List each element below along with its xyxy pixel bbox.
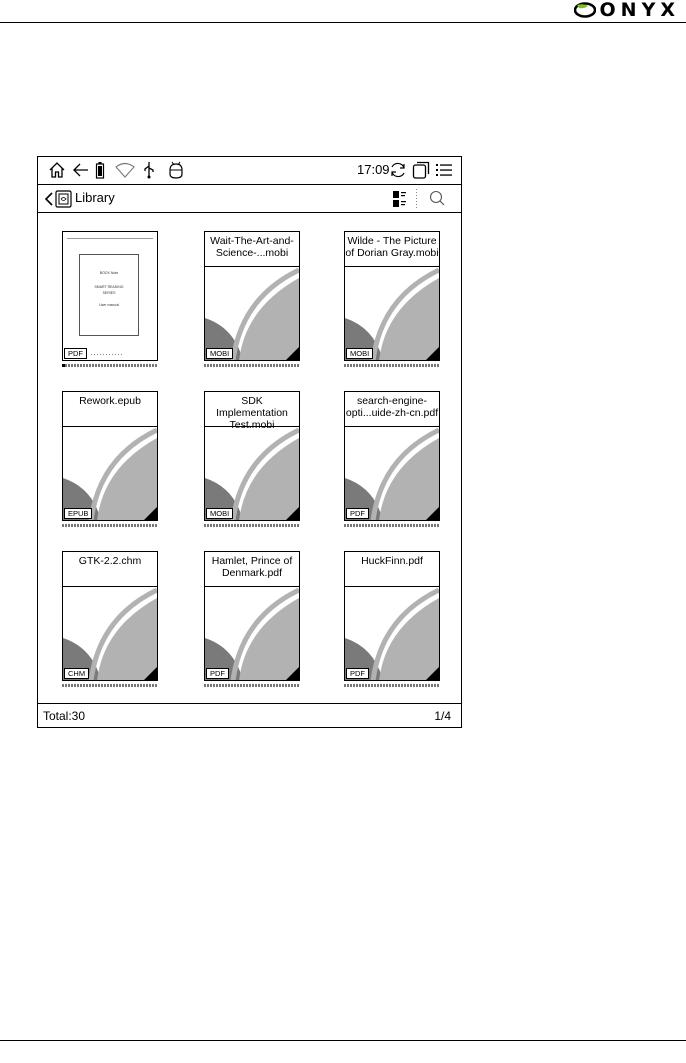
manual-cover-line: SERIES (102, 291, 116, 295)
toolbar-divider (416, 189, 417, 209)
back-arrow-icon[interactable] (72, 161, 90, 179)
book-cover[interactable] (204, 231, 300, 361)
android-debug-icon (168, 161, 184, 179)
total-count: Total:30 (43, 709, 86, 723)
back-chevron-icon[interactable] (44, 191, 54, 207)
format-badge: PDF (206, 668, 229, 679)
home-icon[interactable] (48, 161, 66, 179)
refresh-icon[interactable] (389, 161, 407, 179)
device-screen (37, 156, 462, 728)
book-cover[interactable] (344, 231, 440, 361)
book-cover[interactable] (344, 551, 440, 681)
format-badge: CHM (64, 668, 89, 679)
format-badge: PDF (346, 668, 369, 679)
format-badge: MOBI (206, 348, 233, 359)
book-title: Wait-The-Art-and-Science-...mobi (205, 232, 299, 267)
menu-list-icon[interactable] (435, 161, 453, 179)
manual-cover-line: SMART READING (94, 285, 124, 289)
format-badge: EPUB (64, 508, 92, 519)
manual-cover-line: BOOX Note (99, 271, 119, 275)
format-badge: PDF (346, 508, 369, 519)
format-badge: PDF (64, 348, 87, 359)
reading-progress (204, 524, 300, 527)
reading-progress (344, 364, 440, 367)
book-cover[interactable] (62, 391, 158, 521)
library-icon (55, 190, 72, 208)
book-cover[interactable] (344, 391, 440, 521)
page-indicator[interactable]: 1/4 (434, 709, 451, 723)
book-grid (38, 214, 461, 704)
book-title: Rework.epub (63, 392, 157, 427)
header-rule (0, 22, 686, 23)
cover-footer-dots (91, 354, 123, 355)
library-title-bar (38, 185, 461, 213)
reading-progress (344, 684, 440, 687)
search-icon[interactable] (429, 190, 445, 207)
reading-progress (344, 524, 440, 527)
book-title: Hamlet, Prince of Denmark.pdf (205, 552, 299, 587)
book-cover[interactable] (204, 391, 300, 521)
reading-progress (62, 364, 158, 367)
page-title: Library (75, 190, 115, 205)
leaf-icon (574, 2, 596, 18)
manual-cover-line: User manual (99, 303, 119, 307)
reading-progress (62, 684, 158, 687)
format-badge: MOBI (346, 348, 373, 359)
book-cover[interactable] (62, 231, 158, 361)
book-title: GTK-2.2.chm (63, 552, 157, 587)
usb-icon (142, 161, 156, 179)
wifi-icon (115, 161, 135, 179)
brand-name: ONYX (599, 0, 680, 21)
book-title: search-engine-opti...uide-zh-cn.pdf (345, 392, 439, 427)
book-title: Wilde - The Picture of Dorian Gray.mobi (345, 232, 439, 267)
reading-progress (204, 364, 300, 367)
library-footer (38, 703, 461, 728)
status-time: 17:09 (357, 162, 390, 177)
progress-marker (62, 364, 65, 367)
onyx-logo (574, 0, 680, 20)
book-cover[interactable] (62, 551, 158, 681)
book-cover[interactable] (204, 551, 300, 681)
battery-icon (95, 161, 105, 179)
footer-rule (0, 1040, 686, 1041)
book-title: HuckFinn.pdf (345, 552, 439, 587)
manual-cover-page (79, 254, 139, 336)
reading-progress (204, 684, 300, 687)
view-mode-icon[interactable] (393, 190, 407, 208)
cover-rule (67, 238, 153, 239)
reading-progress (62, 524, 158, 527)
screen-switch-icon[interactable] (412, 161, 430, 179)
status-bar (38, 157, 461, 185)
format-badge: MOBI (206, 508, 233, 519)
book-title: SDK Implementation Test.mobi (205, 392, 299, 427)
